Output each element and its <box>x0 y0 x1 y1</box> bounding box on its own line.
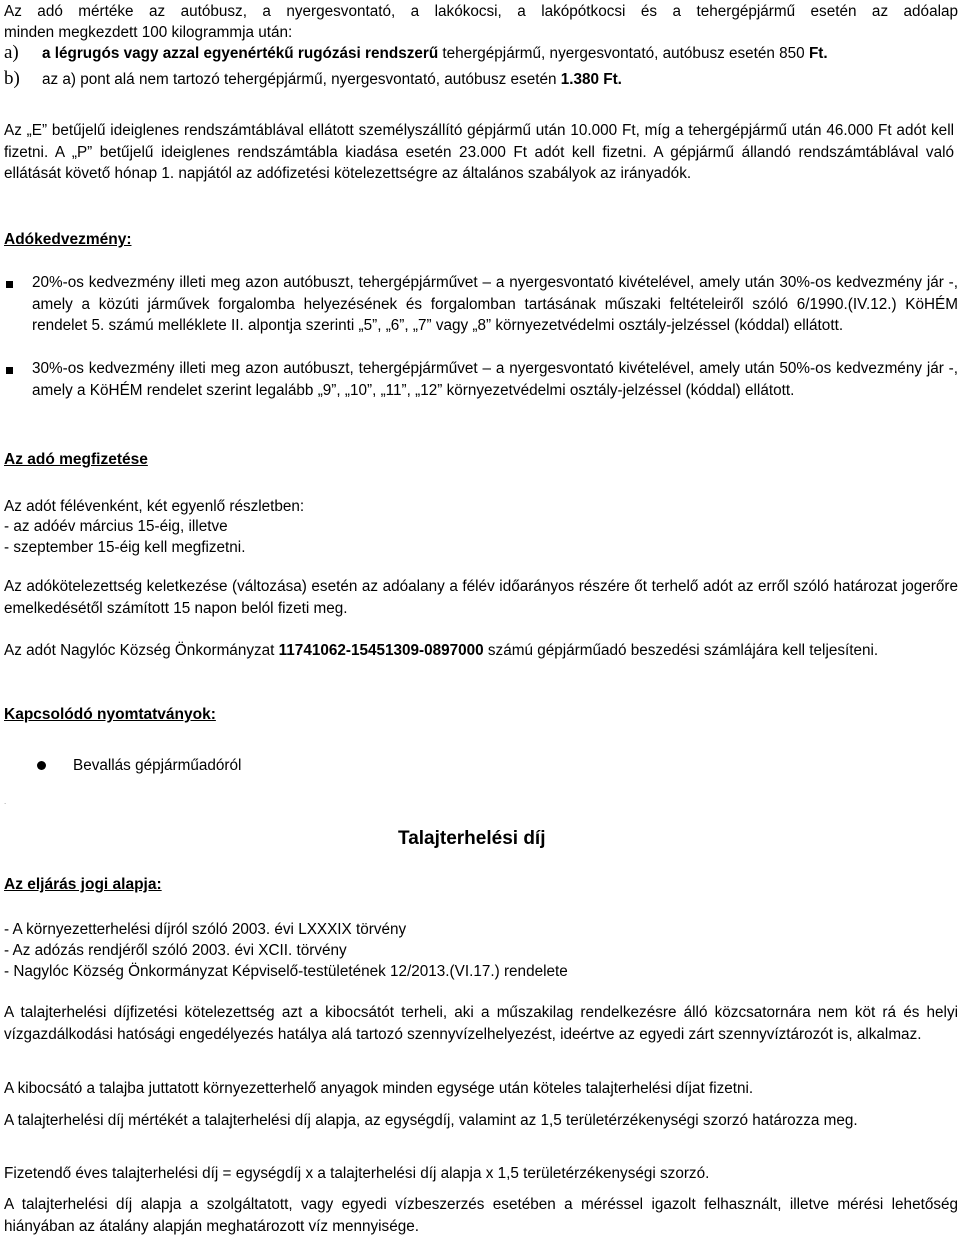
form-link-vehicle-tax[interactable]: Bevallás gépjárműadóról <box>73 757 242 774</box>
square-bullet-icon <box>6 367 13 374</box>
item-b-value: 1.380 Ft. <box>560 71 622 88</box>
payment-heading: Az adó megfizetése <box>4 451 148 468</box>
item-a-bold: a légrugós vagy azzal egyenértékű rugózási rendszerű <box>42 45 439 62</box>
payment-paragraph-3 <box>4 640 958 662</box>
item-a <box>4 42 828 64</box>
payment-line-2: - az adóév március 15-éig, illetve <box>4 518 228 535</box>
temp-plates-paragraph: Az „E” betűjelű ideiglenes rendszámtáblával ellátott személyszállító gépjármű után 10.000 Ft, míg a tehergépjármű után 46.000 Ft adót kell fizetni. A „P” betűjelű ideiglenes rendszámtábla kiadása esetén 23.000 Ft adót kell fizetni. A gépjármű állandó rendszámtáblával való ellátását követő hónap 1. napjától az adófizetési kötelezettségre az általános szabályok az irányadók. <box>4 122 954 182</box>
intro-line-2: minden megkezdett 100 kilogrammja után: <box>4 24 293 41</box>
soil-fee-formula: Fizetendő éves talajterhelési díj = egységdíj x a talajterhelési díj alapja x 1,5 területérzékenységi szorzó. <box>4 1165 710 1182</box>
legal-item-2: - Az adózás rendjéről szóló 2003. évi XCII. törvény <box>4 942 347 959</box>
item-a-label: a) <box>4 42 19 63</box>
item-b-label: b) <box>4 68 20 89</box>
payment-para3-pre: Az adót Nagylóc Község Önkormányzat <box>4 642 279 659</box>
payment-line-1: Az adót félévenként, két egyenlő részletben: <box>4 498 305 515</box>
section-title: Talajterhelési díj <box>398 828 546 849</box>
payment-line-3: - szeptember 15-éig kell megfizetni. <box>4 539 246 556</box>
payment-para3-post: számú gépjárműadó beszedési számlájára kell teljesíteni. <box>483 642 879 659</box>
intro-line-1: Az adó mértéke az autóbusz, a nyergesvontató, a lakókocsi, a lakópótkocsi és a tehergépjármű esetén az adóalap <box>4 3 958 20</box>
legal-item-3: - Nagylóc Község Önkormányzat Képviselő-testületének 12/2013.(VI.17.) rendelete <box>4 963 568 980</box>
page-marker: . <box>4 797 7 806</box>
legal-basis-heading: Az eljárás jogi alapja: <box>4 876 162 893</box>
item-b-text: az a) pont alá nem tartozó tehergépjármű, nyergesvontató, autóbusz esetén <box>42 71 561 88</box>
soil-fee-paragraph-2: A kibocsátó a talajba juttatott környezetterhelő anyagok minden egysége után köteles talajterhelési díjat fizetni. <box>4 1080 754 1097</box>
square-bullet-icon <box>6 281 13 288</box>
payment-paragraph-2: Az adókötelezettség keletkezése (változása) esetén az adóalany a félév időarányos részére őt terhelő adót az erről szóló határozat jogerőre emelkedésétől számított 15 napon belól fizeti meg. <box>4 578 958 617</box>
soil-fee-paragraph-5: A talajterhelési díj alapja a szolgáltatott, vagy egyedi vízbeszerzés esetében a méréssel igazolt felhasznált, illetve mérési lehetőség hiányában az átalány alapján meghatározott víz mennyisége. <box>4 1196 958 1235</box>
round-bullet-icon <box>37 761 46 770</box>
discount-item-1: 20%-os kedvezmény illeti meg azon autóbuszt, tehergépjárművet – a nyergesvontató kivételével, amely után 30%-os kedvezmény jár -, amely a közúti járművek forgalomba helyezésének és forgalomban tartásának műszaki feltételeiről szóló 6/1990.(IV.12.) KöHÉM rendelet 5. számú melléklete II. alpontja szerinti „5”, „6”, „7” vagy „8” környezetvédelmi osztály-jelzéssel (kóddal) ellátott. <box>32 274 958 334</box>
forms-heading: Kapcsolódó nyomtatványok: <box>4 706 216 723</box>
legal-item-1: - A környezetterhelési díjról szóló 2003. évi LXXXIX törvény <box>4 921 407 938</box>
item-a-text: tehergépjármű, nyergesvontató, autóbusz esetén 850 <box>438 45 809 62</box>
soil-fee-paragraph-3: A talajterhelési díj mértékét a talajterhelési díj alapja, az egységdíj, valamint az 1,5 területérzékenységi szorzó határozza meg. <box>4 1112 858 1129</box>
discount-heading: Adókedvezmény: <box>4 231 132 248</box>
item-a-unit: Ft. <box>808 45 828 62</box>
item-b <box>4 68 622 90</box>
bank-account-number: 11741062-15451309-0897000 <box>278 642 484 659</box>
soil-fee-paragraph-1: A talajterhelési díjfizetési kötelezettség azt a kibocsátót terheli, aki a műszakilag rendelkezésre álló közcsatornára nem köt rá és helyi vízgazdálkodási hatósági engedélyezés hatálya alá tartozó szennyvízelhelyezést, ideértve az egyedi zárt szennyvíztározót is, alkalmaz. <box>4 1004 958 1043</box>
discount-item-2: 30%-os kedvezmény illeti meg azon autóbuszt, tehergépjárművet – a nyergesvontató kivételével, amely után 50%-os kedvezmény jár -, amely a KöHÉM rendelet szerint legalább „9”, „10”, „11”, „12” környezetvédelmi osztály-jelzéssel (kóddal) ellátott. <box>32 360 958 399</box>
